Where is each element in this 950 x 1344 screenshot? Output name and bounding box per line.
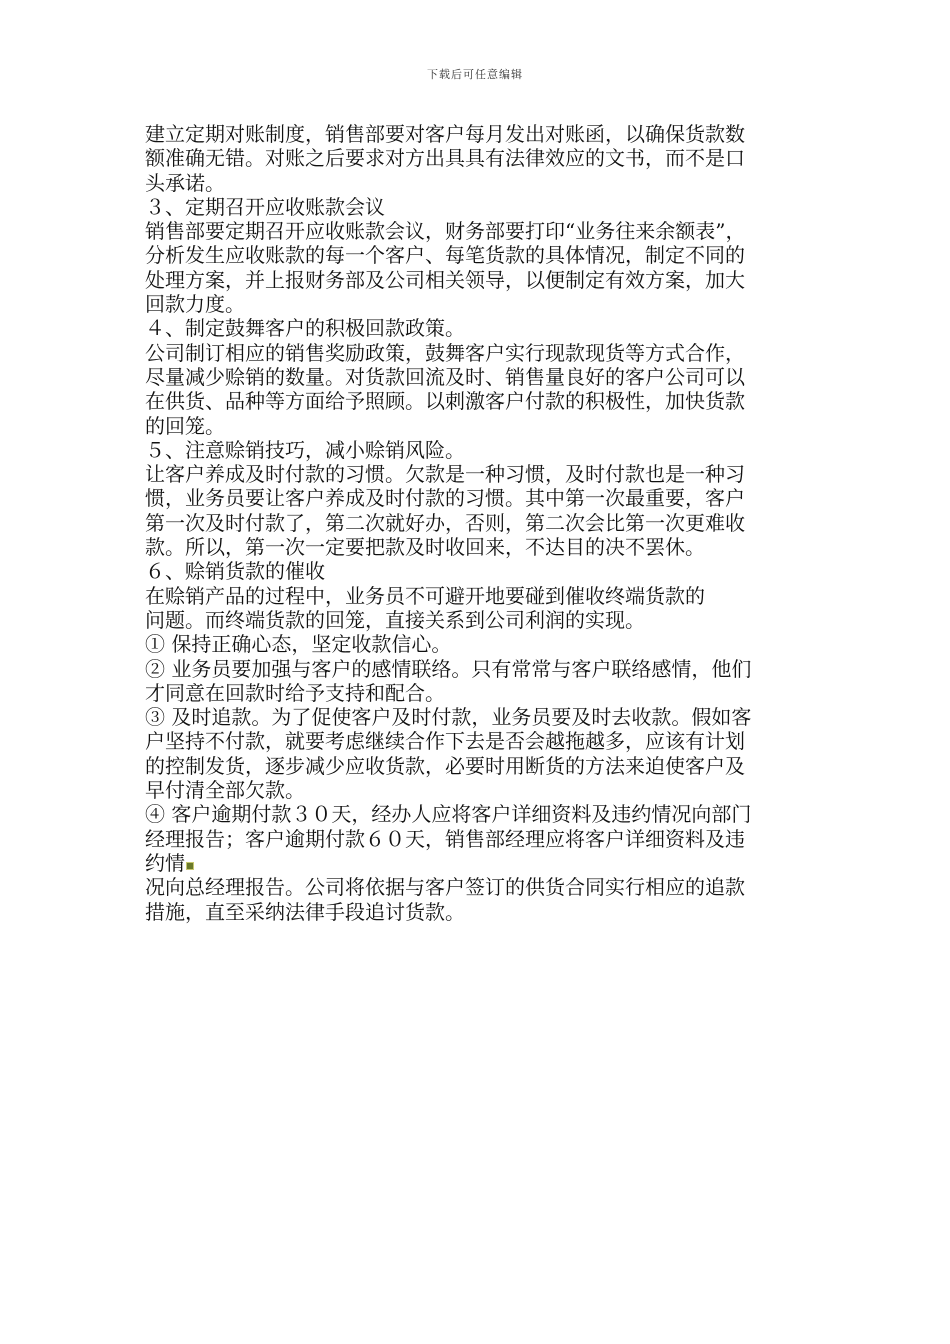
list-item: ② 业务员要加强与客户的感情联络。只有常常与客户联络感情，他们 [145, 656, 752, 681]
section-heading: ６、赊销货款的催收 [145, 559, 325, 584]
text-line: 的控制发货，逐步减少应收货款，必要时用断货的方法来迫使客户及 [145, 753, 745, 778]
text-line: 户坚持不付款，就要考虑继续合作下去是否会越拖越多，应该有计划 [145, 729, 745, 754]
anchor-mark-icon [186, 862, 194, 870]
text-line: 在供货、品种等方面给予照顾。以刺激客户付款的积极性，加快货款 [145, 389, 745, 414]
text-line: 第一次及时付款了，第二次就好办，否则，第二次会比第一次更难收 [145, 510, 745, 535]
text-line: 款。所以，第一次一定要把款及时收回来，不达目的决不罢休。 [145, 535, 705, 560]
list-item: ① 保持正确心态，坚定收款信心。 [145, 632, 452, 657]
text-line: 公司制订相应的销售奖励政策，鼓舞客户实行现款现货等方式合作， [145, 340, 745, 365]
text-line: 况向总经理报告。公司将依据与客户签订的供货合同实行相应的追款 [145, 875, 745, 900]
text-line: 销售部要定期召开应收账款会议，财务部要打印“业务往来余额表”， [145, 219, 746, 244]
section-heading: ５、注意赊销技巧，减小赊销风险。 [145, 437, 465, 462]
text-line: 让客户养成及时付款的习惯。欠款是一种习惯，及时付款也是一种习 [145, 462, 745, 487]
section-heading: ３、定期召开应收账款会议 [145, 194, 385, 219]
text-line: 的回笼。 [145, 413, 225, 438]
text-line: 问题。而终端货款的回笼，直接关系到公司利润的实现。 [145, 607, 645, 632]
text-line: 尽量减少赊销的数量。对货款回流及时、销售量良好的客户公司可以 [145, 364, 745, 389]
text-line: 才同意在回款时给予支持和配合。 [145, 680, 445, 705]
list-item: ④ 客户逾期付款３０天，经办人应将客户详细资料及违约情况向部门 [145, 802, 752, 827]
text-line: 额准确无错。对账之后要求对方出具具有法律效应的文书，而不是口 [145, 146, 745, 171]
text-line: 在赊销产品的过程中，业务员不可避开地要碰到催收终端货款的 [145, 583, 705, 608]
text-line-with-mark [145, 851, 815, 875]
text-line: 头承诺。 [145, 170, 225, 195]
page-header-note: 下载后可任意编辑 [427, 68, 523, 81]
text-line: 惯，业务员要让客户养成及时付款的习惯。其中第一次最重要，客户 [145, 486, 745, 511]
text-fragment: 约情 [145, 850, 185, 875]
text-line: 早付清全部欠款。 [145, 778, 305, 803]
section-heading: ４、制定鼓舞客户的积极回款政策。 [145, 316, 465, 341]
text-line: 回款力度。 [145, 292, 245, 317]
text-line: 分析发生应收账款的每一个客户、每笔货款的具体情况，制定不同的 [145, 243, 745, 268]
text-line: 处理方案，并上报财务部及公司相关领导，以便制定有效方案，加大 [145, 267, 745, 292]
list-item: ③ 及时追款。为了促使客户及时付款，业务员要及时去收款。假如客 [145, 705, 752, 730]
text-line: 措施，直至采纳法律手段追讨货款。 [145, 899, 465, 924]
text-line: 经理报告；客户逾期付款６０天，销售部经理应将客户详细资料及违 [145, 826, 745, 851]
text-line: 建立定期对账制度，销售部要对客户每月发出对账函，以确保货款数 [145, 122, 745, 146]
document-body [145, 122, 815, 924]
